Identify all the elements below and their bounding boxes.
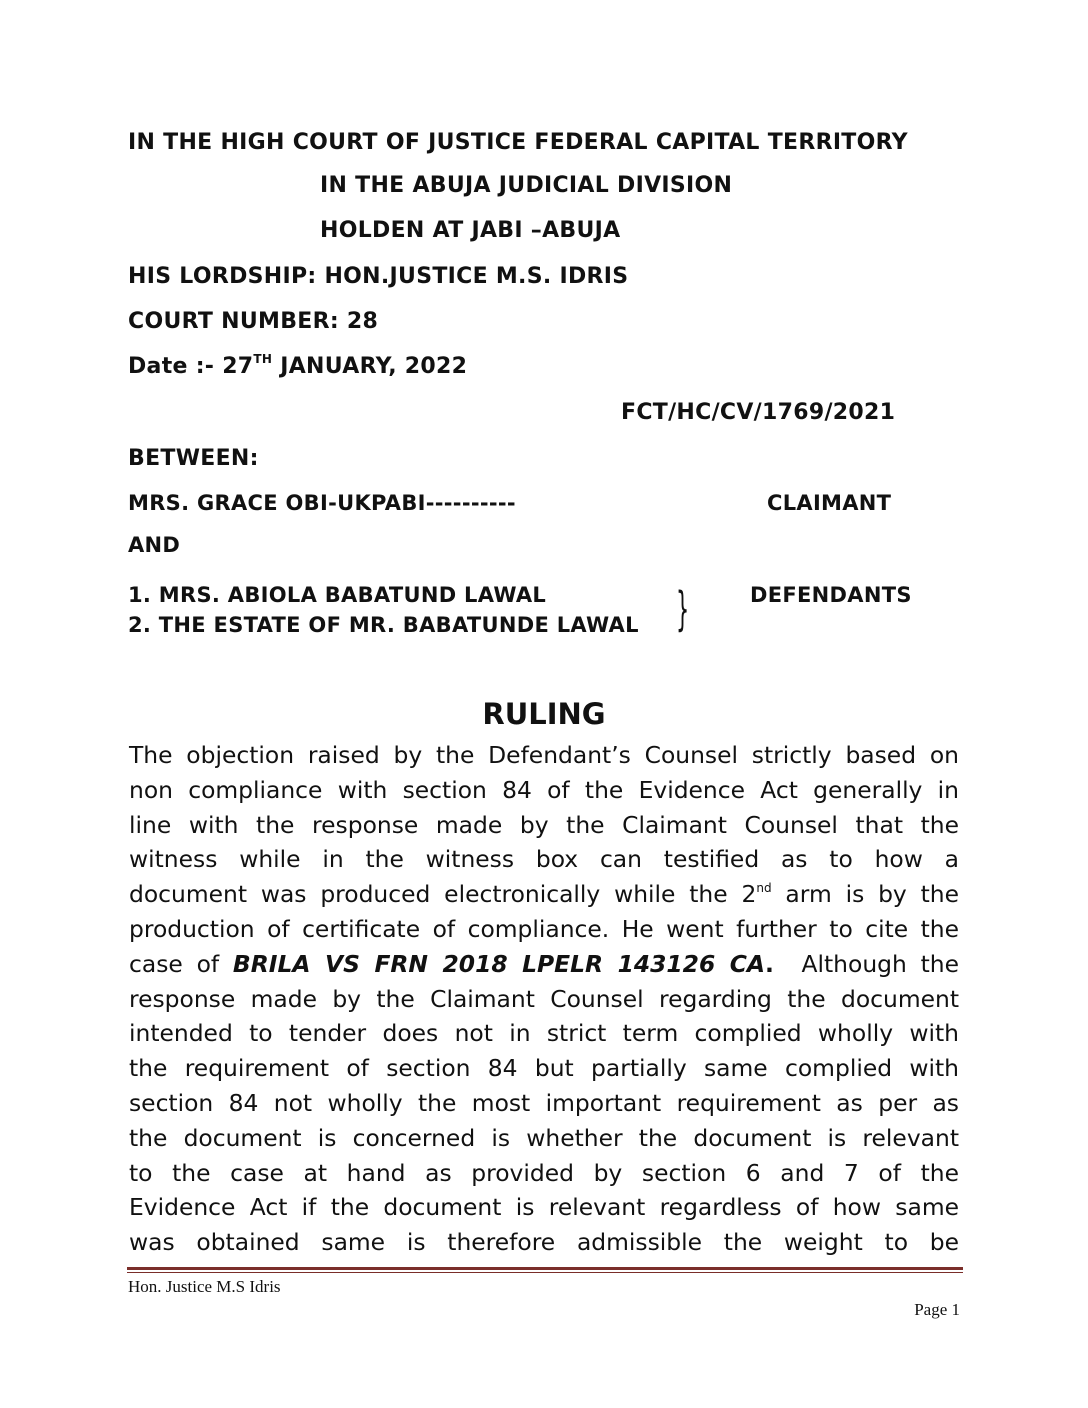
ruling-line: was obtained same is therefore admissible the weight to be [129, 1228, 959, 1257]
defendants-brace: } [676, 582, 690, 636]
ruling-body [129, 738, 959, 1260]
and-label: AND [128, 533, 181, 557]
division-heading: IN THE ABUJA JUDICIAL DIVISION [320, 173, 733, 198]
ruling-line: the document is concerned is whether the document is relevant [129, 1123, 959, 1152]
suit-number: FCT/HC/CV/1769/2021 [621, 400, 896, 425]
ruling-line: section 84 not wholly the most important requirement as per as [129, 1088, 959, 1117]
between-label: BETWEEN: [128, 446, 259, 471]
court-number-line: COURT NUMBER: 28 [128, 309, 379, 334]
citation-period: . [765, 949, 774, 978]
lordship-line: HIS LORDSHIP: HON.JUSTICE M.S. IDRIS [128, 264, 629, 289]
ruling-line: Evidence Act if the document is relevant regardless of how same [129, 1193, 959, 1222]
ordinal-superscript: nd [756, 881, 772, 896]
holden-heading: HOLDEN AT JABI –ABUJA [320, 218, 621, 243]
defendant-one: 1. MRS. ABIOLA BABATUND LAWAL [128, 583, 547, 607]
date-line [128, 354, 467, 379]
ruling-line [129, 947, 959, 982]
claimant-name: MRS. GRACE OBI-UKPABI---------- [128, 491, 516, 515]
ruling-line: non compliance with section 84 of the Evidence Act generally in [129, 775, 959, 804]
court-heading: IN THE HIGH COURT OF JUSTICE FEDERAL CAPITAL TERRITORY [128, 130, 908, 155]
ruling-line [129, 877, 959, 912]
ruling-line: production of certificate of compliance. He went further to cite the [129, 914, 959, 943]
ruling-text: Although the [773, 949, 960, 978]
ruling-line: response made by the Claimant Counsel regarding the document [129, 984, 959, 1013]
ruling-text: case of [129, 949, 233, 978]
footer-divider [127, 1267, 963, 1270]
footer-divider-thin [127, 1272, 963, 1273]
ruling-text: document was produced electronically while the 2 [129, 880, 757, 909]
date-superscript: TH [253, 352, 273, 366]
defendant-two: 2. THE ESTATE OF MR. BABATUNDE LAWAL [128, 613, 639, 637]
ruling-line: intended to tender does not in strict term complied wholly with [129, 1019, 959, 1048]
footer-judge: Hon. Justice M.S Idris [128, 1277, 281, 1296]
ruling-line: to the case at hand as provided by section 6 and 7 of the [129, 1158, 959, 1187]
date-prefix: Date :- 27 [128, 354, 254, 379]
case-citation: BRILA VS FRN 2018 LPELR 143126 CA [232, 949, 766, 978]
ruling-line: line with the response made by the Claimant Counsel that the [129, 810, 959, 839]
ruling-line: the requirement of section 84 but partially same complied with [129, 1054, 959, 1083]
ruling-text: arm is by the [771, 880, 959, 909]
defendants-role: DEFENDANTS [750, 583, 912, 607]
date-rest: JANUARY, 2022 [272, 354, 468, 379]
page-number: Page 1 [914, 1300, 960, 1319]
claimant-role: CLAIMANT [767, 491, 892, 515]
ruling-title: RULING [482, 697, 606, 731]
ruling-line: witness while in the witness box can testified as to how a [129, 845, 959, 874]
ruling-line: The objection raised by the Defendant’s Counsel strictly based on [129, 741, 959, 769]
